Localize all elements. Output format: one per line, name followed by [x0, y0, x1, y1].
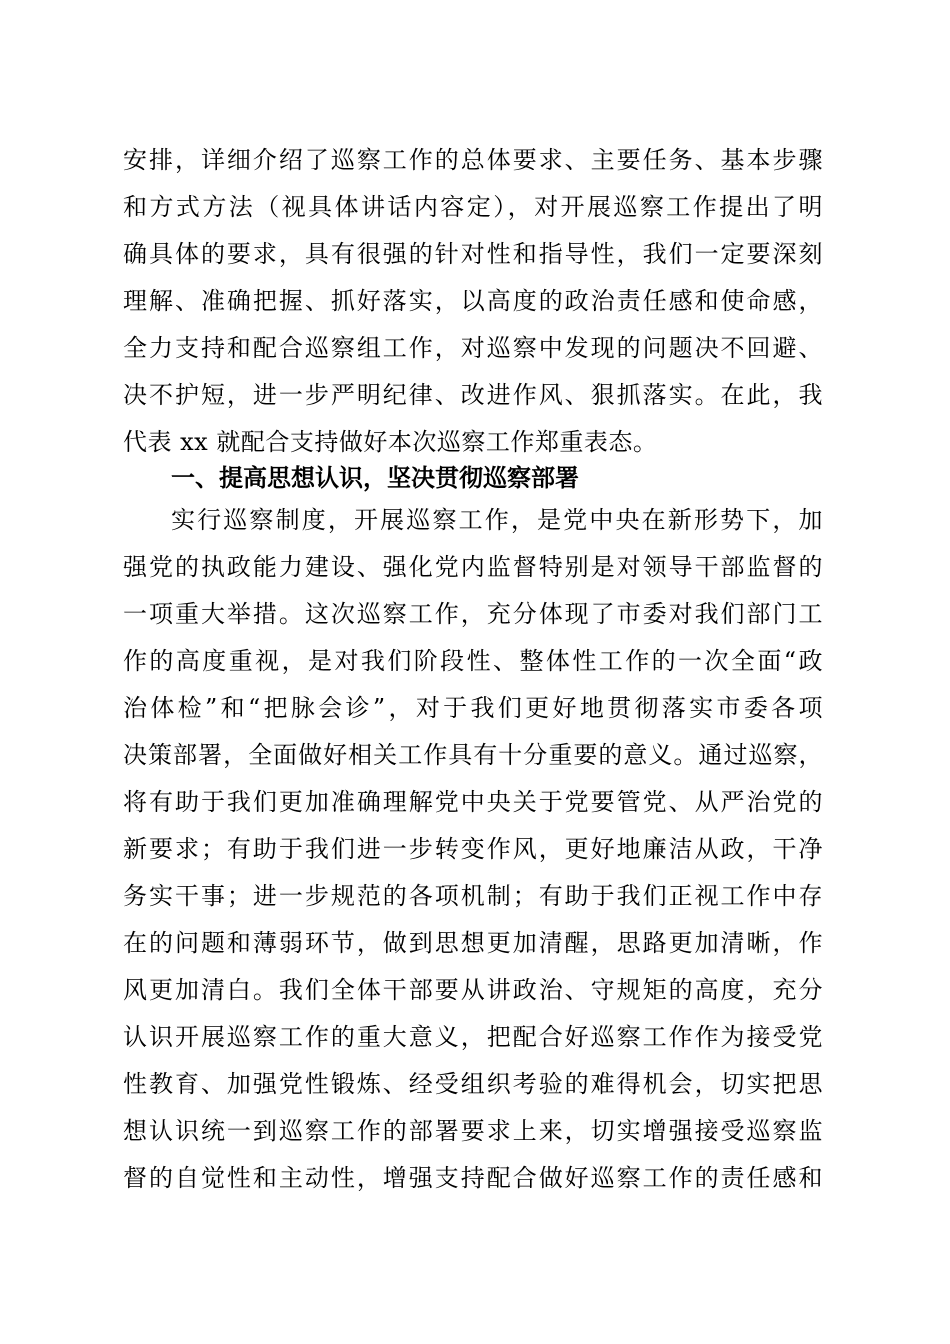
- paragraph-line: 在的问题和薄弱环节，做到思想更加清醒，思路更加清晰，作: [123, 929, 823, 957]
- paragraph-line: 实行巡察制度，开展巡察工作，是党中央在新形势下，加: [171, 506, 823, 534]
- paragraph-line: 安排，详细介绍了巡察工作的总体要求、主要任务、基本步骤: [123, 146, 823, 174]
- paragraph-line: 确具体的要求，具有很强的针对性和指导性，我们一定要深刻: [123, 240, 823, 268]
- paragraph-line: 新要求；有助于我们进一步转变作风，更好地廉洁从政，干净: [123, 835, 823, 863]
- paragraph-line: 务实干事；进一步规范的各项机制；有助于我们正视工作中存: [123, 882, 823, 910]
- paragraph-line: 治体检”和“把脉会诊”，对于我们更好地贯彻落实市委各项: [123, 694, 823, 722]
- paragraph-line: 代表 xx 就配合支持做好本次巡察工作郑重表态。: [123, 428, 658, 456]
- paragraph-line: 作的高度重视，是对我们阶段性、整体性工作的一次全面“政: [123, 647, 823, 675]
- paragraph-line: 认识开展巡察工作的重大意义，把配合好巡察工作作为接受党: [123, 1023, 823, 1051]
- paragraph-line: 决不护短，进一步严明纪律、改进作风、狠抓落实。在此，我: [123, 381, 823, 409]
- paragraph-line: 一项重大举措。这次巡察工作，充分体现了市委对我们部门工: [123, 600, 823, 628]
- paragraph-line: 决策部署，全面做好相关工作具有十分重要的意义。通过巡察，: [123, 741, 823, 769]
- paragraph-line: 督的自觉性和主动性，增强支持配合做好巡察工作的责任感和: [123, 1164, 823, 1192]
- paragraph-line: 将有助于我们更加准确理解党中央关于党要管党、从严治党的: [123, 788, 823, 816]
- paragraph-line: 强党的执政能力建设、强化党内监督特别是对领导干部监督的: [123, 553, 823, 581]
- section-heading: 一、提高思想认识，坚决贯彻巡察部署: [171, 464, 579, 492]
- paragraph-line: 风更加清白。我们全体干部要从讲政治、守规矩的高度，充分: [123, 976, 823, 1004]
- paragraph-line: 和方式方法（视具体讲话内容定），对开展巡察工作提出了明: [123, 193, 823, 221]
- paragraph-line: 理解、准确把握、抓好落实，以高度的政治责任感和使命感，: [123, 287, 823, 315]
- paragraph-line: 想认识统一到巡察工作的部署要求上来，切实增强接受巡察监: [123, 1117, 823, 1145]
- paragraph-line: 全力支持和配合巡察组工作，对巡察中发现的问题决不回避、: [123, 334, 823, 362]
- paragraph-line: 性教育、加强党性锻炼、经受组织考验的难得机会，切实把思: [123, 1070, 823, 1098]
